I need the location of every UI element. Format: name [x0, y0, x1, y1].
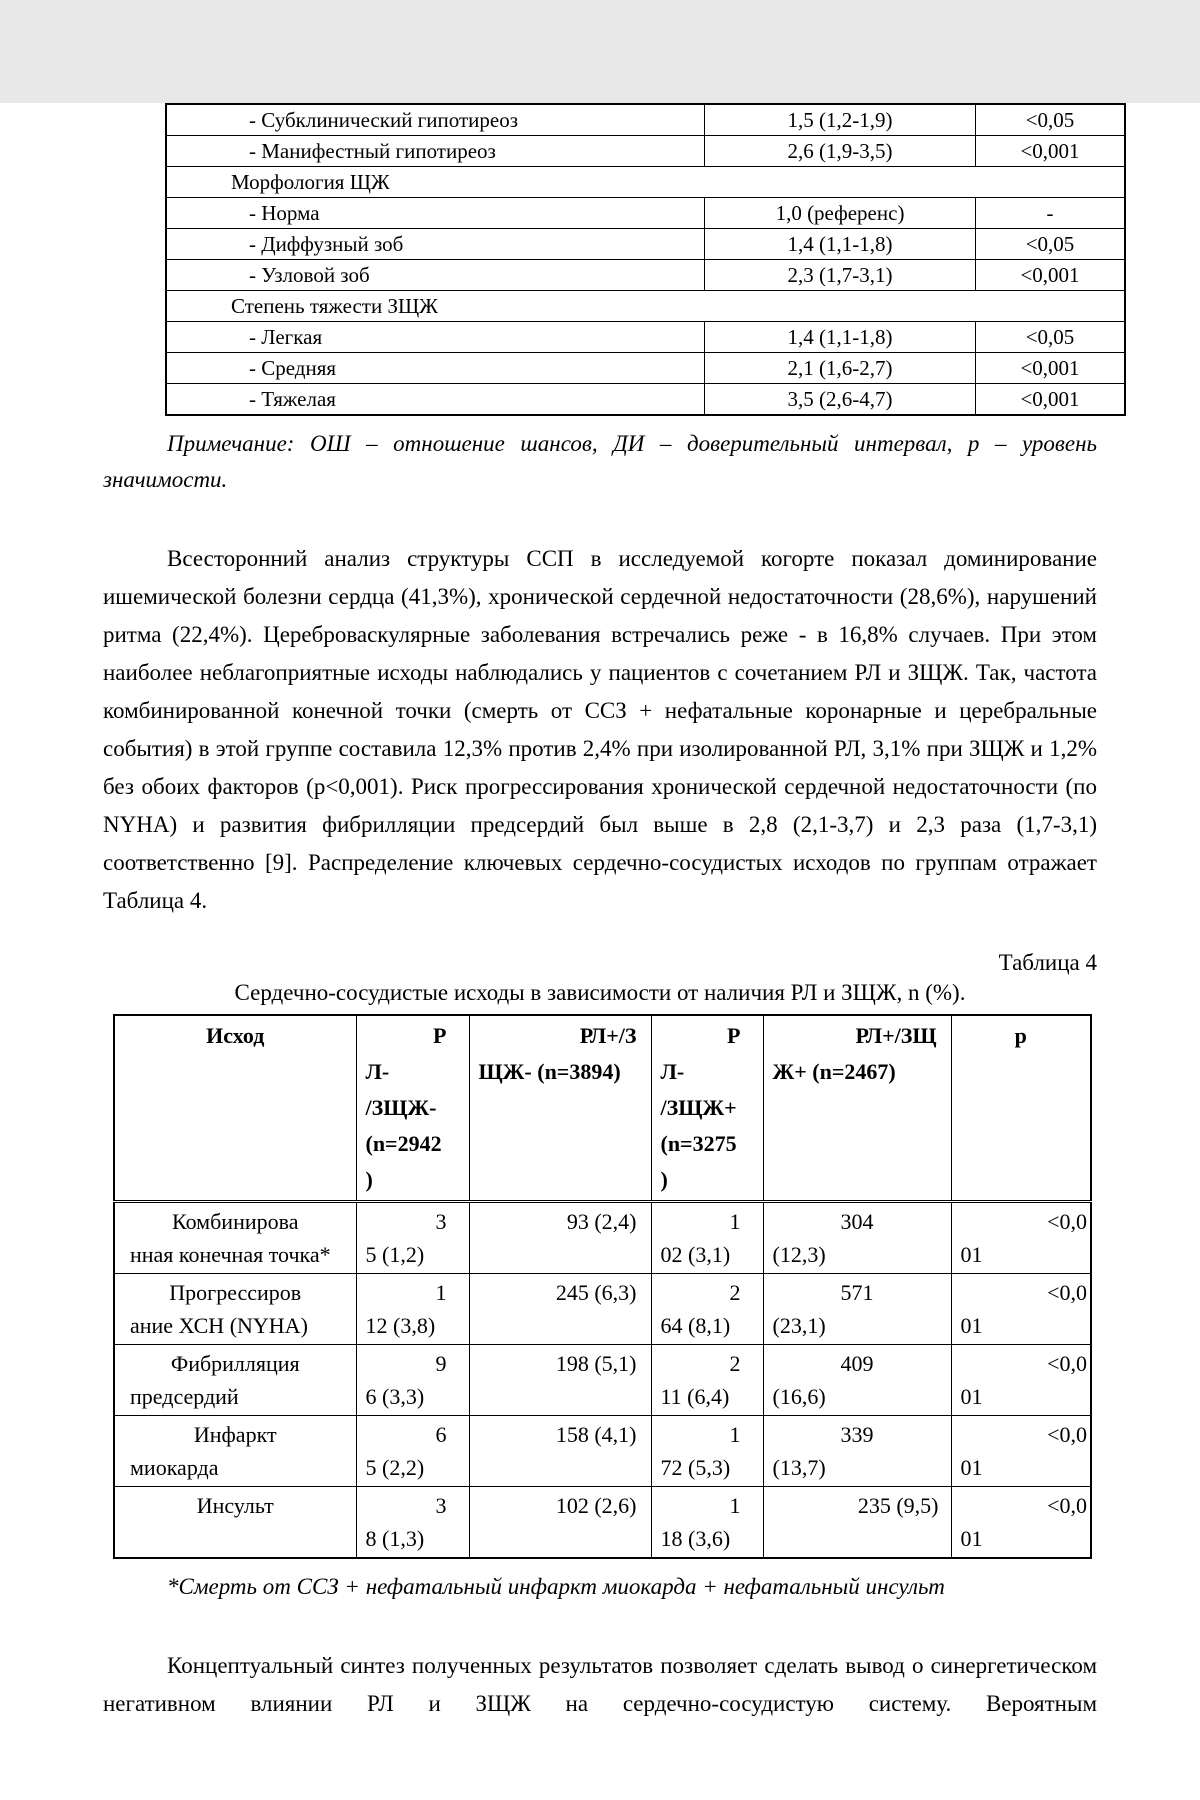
table-cell	[114, 1487, 356, 1559]
table-row	[166, 260, 1125, 291]
cell-line: <0,0	[1047, 1209, 1087, 1234]
cell-line: (13,7)	[772, 1455, 826, 1480]
table-cell	[951, 1487, 1091, 1559]
table-cell: 3,5 (2,6-4,7)	[705, 384, 976, 416]
table-cell	[469, 1487, 651, 1559]
cell-line: миокарда	[130, 1455, 219, 1480]
table-cell: - Тяжелая	[166, 384, 705, 416]
cell-line: <0,0	[1047, 1351, 1087, 1376]
cell-line: 571	[840, 1280, 874, 1305]
cell-line: (n=2942	[365, 1131, 442, 1156]
table-row	[114, 1015, 1091, 1202]
table-cell: <0,05	[976, 322, 1126, 353]
table-cell	[651, 1202, 763, 1274]
table-row	[114, 1274, 1091, 1345]
table-cell	[763, 1202, 951, 1274]
table-cell	[951, 1015, 1091, 1202]
cell-line: 102 (2,6)	[555, 1493, 637, 1518]
table-cell	[651, 1416, 763, 1487]
table-cell	[651, 1345, 763, 1416]
table-cell	[651, 1015, 763, 1202]
table-cell: -	[976, 198, 1126, 229]
table-cell: <0,05	[976, 229, 1126, 260]
conclusion-paragraph: Концептуальный синтез полученных результатов позволяет сделать вывод о синергетическом негативном влиянии РЛ и ЗЩЖ на сердечно-сосудистую систему. Вероятным	[103, 1653, 1097, 1716]
cell-line: 304	[840, 1209, 874, 1234]
cell-line: 01	[960, 1526, 983, 1551]
cell-line: p	[1014, 1023, 1027, 1048]
table-cell	[114, 1416, 356, 1487]
cell-line: <0,0	[1047, 1493, 1087, 1518]
table-row	[166, 229, 1125, 260]
table-cell	[763, 1345, 951, 1416]
cardio-outcomes-table	[113, 1014, 1092, 1559]
table-cell	[114, 1274, 356, 1345]
table-row	[166, 198, 1125, 229]
table-cell: 1,4 (1,1-1,8)	[705, 322, 976, 353]
analysis-paragraph: Всесторонний анализ структуры ССП в исследуемой когорте показал доминирование ишемической болезни сердца (41,3%), хронической сердечной недостаточности (28,6%), нарушений ритма (22,4%). Цереброваскулярные заболевания встречались реже - в 16,8% случаев. При этом наиболее неблагоприятные исходы наблюдались у пациентов с сочетанием РЛ и ЗЩЖ. Так, частота комбинированной конечной точки (смерть от ССЗ + нефатальные коронарные и церебральные события) в этой группе составила 12,3% против 2,4% при изолированной РЛ, 3,1% при ЗЩЖ и 1,2% без обоих факторов (p<0,001). Риск прогрессирования хронической сердечной недостаточности (по NYHA) и развития фибрилляции предсердий был выше в 2,8 (2,1-3,7) и 2,3 раза (1,7-3,1) соответственно [9]. Распределение ключевых сердечно-сосудистых исходов по группам отражает Таблица 4.	[103, 546, 1097, 913]
table-cell: - Манифестный гипотиреоз	[166, 136, 705, 167]
table-cell	[356, 1345, 469, 1416]
table-cell: 2,3 (1,7-3,1)	[705, 260, 976, 291]
cell-line: 02 (3,1)	[660, 1242, 731, 1267]
table-row	[166, 167, 1125, 198]
cell-line: 6 (3,3)	[365, 1384, 425, 1409]
table-row	[166, 353, 1125, 384]
cell-line: <0,0	[1047, 1280, 1087, 1305]
table4-footnote: *Смерть от ССЗ + нефатальный инфаркт миокарда + нефатальный инсульт	[167, 1574, 945, 1599]
table-note: Примечание: ОШ – отношение шансов, ДИ – доверительный интервал, р – уровень значимости.	[103, 431, 1097, 492]
cell-line: 1	[729, 1209, 741, 1234]
cell-line: 5 (2,2)	[365, 1455, 425, 1480]
table-cell: - Диффузный зоб	[166, 229, 705, 260]
table-cell	[469, 1202, 651, 1274]
table-cell: 1,4 (1,1-1,8)	[705, 229, 976, 260]
cell-line: 6	[435, 1422, 447, 1447]
cardio-outcomes-table-body	[114, 1202, 1091, 1559]
cell-line: Ж+ (n=2467)	[772, 1059, 896, 1084]
table4-title: Сердечно-сосудистые исходы в зависимости от наличия РЛ и ЗЩЖ, n (%).	[234, 980, 966, 1005]
cell-line: /ЗЩЖ-	[365, 1095, 437, 1120]
cell-line: Фибрилляция	[170, 1351, 300, 1376]
table-cell	[763, 1416, 951, 1487]
cell-line: Р	[433, 1023, 447, 1048]
cell-line: Р	[727, 1023, 741, 1048]
table-row	[114, 1416, 1091, 1487]
table-cell: <0,001	[976, 384, 1126, 416]
table-row	[114, 1202, 1091, 1274]
cell-line: (n=3275	[660, 1131, 737, 1156]
table-cell: - Субклинический гипотиреоз	[166, 104, 705, 136]
cell-line: ЩЖ- (n=3894)	[478, 1059, 621, 1084]
section-cell: Морфология ЩЖ	[166, 167, 1125, 198]
cell-line: 5 (1,2)	[365, 1242, 425, 1267]
cell-line: (16,6)	[772, 1384, 826, 1409]
table-row	[166, 291, 1125, 322]
cell-line: 9	[435, 1351, 447, 1376]
cell-line: 72 (5,3)	[660, 1455, 731, 1480]
table-cell: 1,0 (референс)	[705, 198, 976, 229]
table-cell	[951, 1416, 1091, 1487]
table-cell	[114, 1202, 356, 1274]
table-cell: <0,001	[976, 136, 1126, 167]
cell-line: Л-	[660, 1059, 685, 1084]
table-row	[114, 1345, 1091, 1416]
cell-line: 2	[729, 1351, 741, 1376]
odds-ratio-table	[165, 103, 1126, 416]
cell-line: /ЗЩЖ+	[660, 1095, 737, 1120]
cell-line: 245 (6,3)	[555, 1280, 637, 1305]
table-cell	[469, 1015, 651, 1202]
table-cell: <0,001	[976, 260, 1126, 291]
table-cell	[763, 1274, 951, 1345]
cell-line: 93 (2,4)	[566, 1209, 637, 1234]
cell-line: РЛ+/З	[579, 1023, 637, 1048]
cell-line: )	[660, 1167, 668, 1192]
cell-line: ание ХСН (NYHA)	[130, 1313, 308, 1338]
cell-line: <0,0	[1047, 1422, 1087, 1447]
table-cell: 2,6 (1,9-3,5)	[705, 136, 976, 167]
cell-line: 198 (5,1)	[555, 1351, 637, 1376]
cell-line: 01	[960, 1242, 983, 1267]
table-cell	[951, 1202, 1091, 1274]
table-cell	[651, 1487, 763, 1559]
table-cell	[114, 1345, 356, 1416]
table-cell	[469, 1416, 651, 1487]
table-row	[166, 104, 1125, 136]
table-cell	[951, 1274, 1091, 1345]
cardio-outcomes-table-header	[114, 1015, 1091, 1202]
table-cell: 2,1 (1,6-2,7)	[705, 353, 976, 384]
cell-line: 409	[840, 1351, 874, 1376]
cell-line: 11 (6,4)	[660, 1384, 730, 1409]
cell-line: 01	[960, 1313, 983, 1338]
cell-line: (23,1)	[772, 1313, 826, 1338]
table-cell	[356, 1274, 469, 1345]
cell-line: Прогрессиров	[169, 1280, 302, 1305]
cell-line: РЛ+/ЗЩ	[855, 1023, 937, 1048]
cell-line: Л-	[365, 1059, 390, 1084]
cell-line: Комбинирова	[172, 1209, 299, 1234]
odds-ratio-table-body	[166, 104, 1125, 415]
cell-line: 8 (1,3)	[365, 1526, 425, 1551]
table-cell	[356, 1487, 469, 1559]
table-cell: - Норма	[166, 198, 705, 229]
page-content	[0, 103, 1200, 1723]
table-cell	[356, 1015, 469, 1202]
table-cell: <0,001	[976, 353, 1126, 384]
table-cell: - Средняя	[166, 353, 705, 384]
table-cell: <0,05	[976, 104, 1126, 136]
section-cell: Степень тяжести ЗЩЖ	[166, 291, 1125, 322]
table-row	[166, 384, 1125, 416]
table-cell	[951, 1345, 1091, 1416]
cell-line: (12,3)	[772, 1242, 826, 1267]
table-row	[114, 1487, 1091, 1559]
cell-line: нная конечная точка*	[130, 1242, 331, 1267]
table-row	[166, 322, 1125, 353]
cell-line: 2	[729, 1280, 741, 1305]
table-cell	[356, 1416, 469, 1487]
cell-line: 339	[840, 1422, 874, 1447]
cell-line: Инсульт	[196, 1493, 274, 1518]
cell-line: 1	[729, 1422, 741, 1447]
document-page	[0, 103, 1200, 1800]
cell-line: предсердий	[130, 1384, 239, 1409]
table-cell: 1,5 (1,2-1,9)	[705, 104, 976, 136]
table-cell	[763, 1015, 951, 1202]
table-row	[166, 136, 1125, 167]
cell-line: 01	[960, 1384, 983, 1409]
table-cell: - Легкая	[166, 322, 705, 353]
cell-line: 64 (8,1)	[660, 1313, 731, 1338]
table-cell	[469, 1274, 651, 1345]
table-cell	[114, 1015, 356, 1202]
table4-label: Таблица 4	[998, 950, 1097, 975]
cell-line: 12 (3,8)	[365, 1313, 436, 1338]
table-cell	[763, 1487, 951, 1559]
cell-line: 1	[729, 1493, 741, 1518]
cell-line: Инфаркт	[193, 1422, 277, 1447]
table-cell: - Узловой зоб	[166, 260, 705, 291]
table-cell	[356, 1202, 469, 1274]
cell-line: 3	[435, 1493, 447, 1518]
cell-line: 158 (4,1)	[555, 1422, 637, 1447]
cell-line: 3	[435, 1209, 447, 1234]
table-cell	[469, 1345, 651, 1416]
cell-line: 18 (3,6)	[660, 1526, 731, 1551]
cell-line: 235 (9,5)	[857, 1493, 939, 1518]
cell-line: Исход	[206, 1023, 265, 1048]
cell-line: 01	[960, 1455, 983, 1480]
table-cell	[651, 1274, 763, 1345]
cell-line: 1	[435, 1280, 447, 1305]
cell-line: )	[365, 1167, 373, 1192]
